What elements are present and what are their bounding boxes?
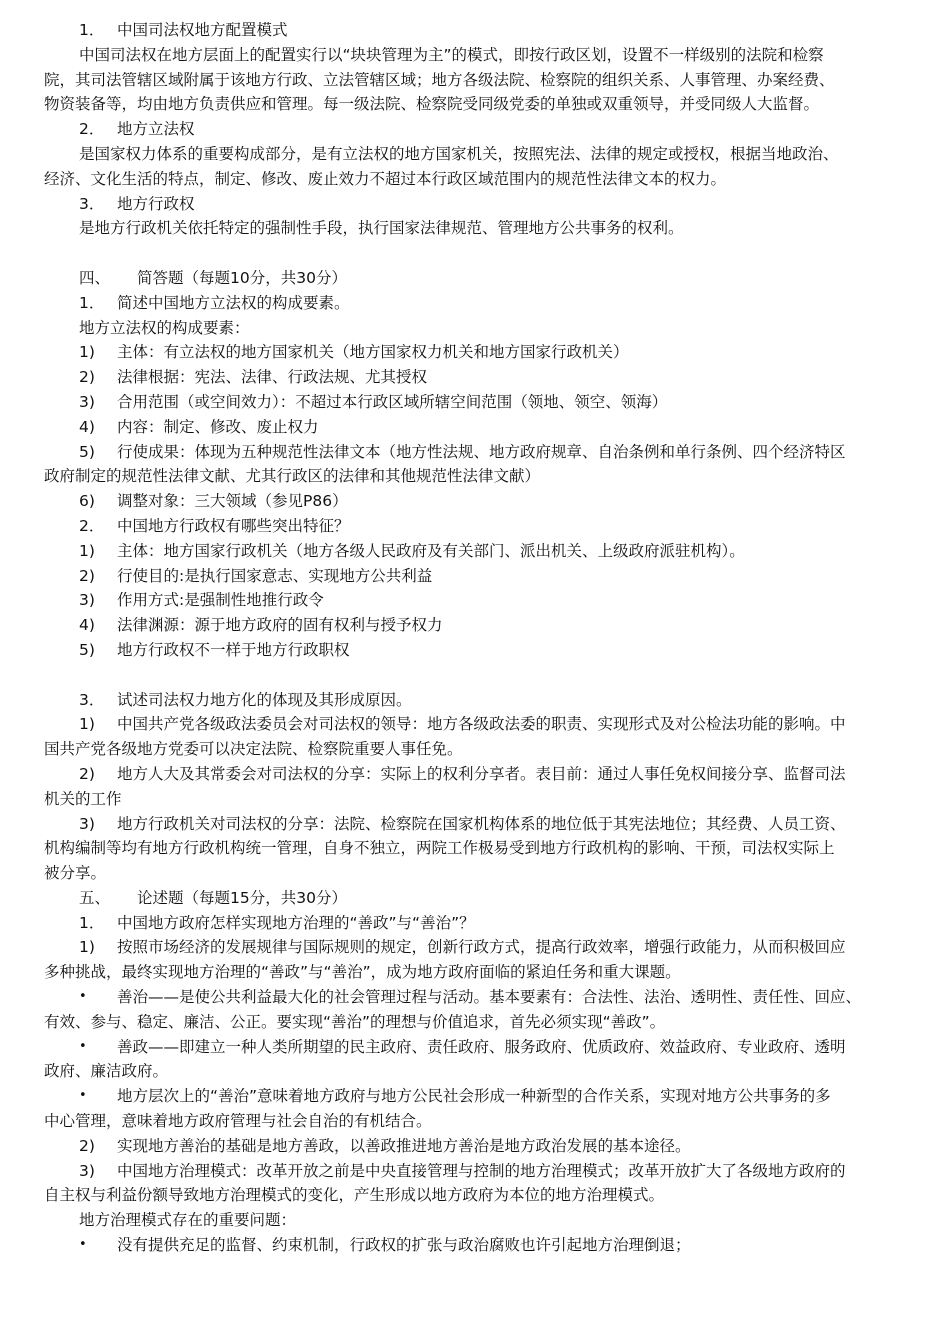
item-text: 地方行政权 [117, 194, 195, 213]
bullet-marker: • [79, 1088, 87, 1104]
numbered-item [44, 365, 910, 390]
numbered-item [44, 1159, 910, 1184]
numbered-item [44, 514, 910, 539]
numbered-item [44, 390, 910, 415]
item-text: 地方人大及其常委会对司法权的分享：实际上的权利分享者。表目前：通过人事任免权间接分享、监督司法 [117, 764, 846, 783]
item-text: 中国地方治理模式：改革开放之前是中央直接管理与控制的地方治理模式；改革开放扩大了各级地方政府的 [117, 1161, 846, 1180]
item-text: 按照市场经济的发展规律与国际规则的规定，创新行政方式，提高行政效率，增强行政能力，从而积极回应 [117, 938, 846, 957]
numbered-item [44, 415, 910, 440]
item-text: 善治——是使公共利益最大化的社会管理过程与活动。基本要素有：合法性、法治、透明性、责任性、回应、 [117, 988, 862, 1007]
item-marker: 2) [79, 1136, 95, 1155]
numbered-item [44, 762, 910, 787]
item-text: 调整对象：三大领域（参见P86） [117, 492, 348, 511]
numbered-item [44, 712, 910, 737]
continuation-line: 政府制定的规范性法律文献、尤其行政区的法律和其他规范性法律文献） [44, 467, 541, 486]
continuation-line: 政府、廉洁政府。 [44, 1062, 169, 1081]
item-text: 法律渊源：源于地方政府的固有权利与授予权力 [117, 616, 443, 635]
item-text: 地方层次上的“善治”意味着地方政府与地方公民社会形成一种新型的合作关系，实现对地方公共事务的多 [117, 1087, 831, 1106]
blank-line [44, 241, 910, 266]
item-marker: 1) [79, 938, 95, 957]
item-text: 行使目的:是执行国家意志、实现地方公共利益 [117, 566, 433, 585]
item-text: 简答题（每题10分，共30分） [137, 268, 347, 287]
item-marker: 4) [79, 417, 95, 436]
continuation-line: 经济、文化生活的特点，制定、修改、废止效力不超过本行政区域范围内的规范性法律文本的权力。 [44, 169, 727, 188]
continuation-line: 有效、参与、稳定、廉洁、公正。要实现“善治”的理想与价值追求，首先必须实现“善政”。 [44, 1012, 666, 1031]
item-marker: 1) [79, 715, 95, 734]
item-marker: 2) [79, 764, 95, 783]
numbered-item [44, 1134, 910, 1159]
continuation-line: 被分享。 [44, 864, 107, 883]
bullet-marker: • [79, 1237, 87, 1253]
item-marker: 1． [79, 293, 105, 312]
numbered-item [44, 18, 910, 43]
item-text: 法律根据：宪法、法律、行政法规、尤其授权 [117, 368, 428, 387]
item-text: 善政——即建立一种人类所期望的民主政府、责任政府、服务政府、优质政府、效益政府、专业政府、透明 [117, 1037, 846, 1056]
continuation-line: 自主权与利益份额导致地方治理模式的变化，产生形成以地方政府为本位的地方治理模式。 [44, 1186, 665, 1205]
item-marker: 1) [79, 343, 95, 362]
item-text: 地方立法权 [117, 120, 195, 139]
bullet-item [44, 1084, 910, 1109]
bullet-marker: • [79, 989, 87, 1005]
item-marker: 3． [79, 194, 105, 213]
item-marker: 2) [79, 368, 95, 387]
continuation-line: 机关的工作 [44, 789, 122, 808]
bullet-item [44, 1233, 910, 1258]
numbered-item [44, 935, 910, 960]
numbered-item [44, 489, 910, 514]
item-marker: 2． [79, 516, 105, 535]
item-text: 没有提供充足的监督、约束机制，行政权的扩张与政治腐败也许引起地方治理倒退； [117, 1236, 691, 1255]
continuation-line: 物资装备等，均由地方负责供应和管理。每一级法院、检察院受同级党委的单独或双重领导，并受同级人大监督。 [44, 95, 820, 114]
item-marker: 3) [79, 591, 95, 610]
numbered-item [44, 440, 910, 465]
item-text: 地方行政机关对司法权的分享：法院、检察院在国家机构体系的地位低于其宪法地位；其经费、人员工资、 [117, 814, 846, 833]
bullet-item [44, 985, 910, 1010]
item-marker: 3． [79, 690, 105, 709]
numbered-item [44, 266, 910, 291]
paragraph-line: 是地方行政机关依托特定的强制性手段，执行国家法律规范、管理地方公共事务的权利。 [79, 219, 684, 238]
item-marker: 3) [79, 1161, 95, 1180]
paragraph-line: 地方立法权的构成要素： [79, 318, 250, 337]
item-text: 主体：有立法权的地方国家机关（地方国家权力机关和地方国家行政机关） [117, 343, 629, 362]
item-text: 行使成果：体现为五种规范性法律文本（地方性法规、地方政府规章、自治条例和单行条例、四个经济特区 [117, 442, 846, 461]
item-marker: 3) [79, 392, 95, 411]
item-marker: 5) [79, 640, 95, 659]
item-marker: 1． [79, 913, 105, 932]
item-text: 中国共产党各级政法委员会对司法权的领导：地方各级政法委的职责、实现形式及对公检法功能的影响。中 [117, 715, 846, 734]
numbered-item [44, 564, 910, 589]
blank-line [44, 663, 910, 688]
item-text: 试述司法权力地方化的体现及其形成原因。 [117, 690, 412, 709]
paragraph-line: 地方治理模式存在的重要问题： [79, 1211, 297, 1230]
continuation-line: 中心管理，意味着地方政府管理与社会自治的有机结合。 [44, 1112, 432, 1131]
numbered-item [44, 638, 910, 663]
item-text: 内容：制定、修改、废止权力 [117, 417, 319, 436]
numbered-item [44, 117, 910, 142]
numbered-item [44, 588, 910, 613]
item-marker: 1． [79, 21, 105, 39]
item-marker: 4) [79, 616, 95, 635]
numbered-item [44, 688, 910, 713]
numbered-item [44, 539, 910, 564]
numbered-item [44, 340, 910, 365]
item-text: 地方行政权不一样于地方行政职权 [117, 640, 350, 659]
numbered-item [44, 886, 910, 911]
numbered-item [44, 613, 910, 638]
continuation-line: 多种挑战，最终实现地方治理的“善政”与“善治”，成为地方政府面临的紧迫任务和重大课题。 [44, 963, 681, 982]
item-text: 中国司法权地方配置模式 [117, 21, 288, 39]
numbered-item [44, 192, 910, 217]
item-marker: 3) [79, 814, 95, 833]
item-text: 实现地方善治的基础是地方善政，以善政推进地方善治是地方政治发展的基本途径。 [117, 1136, 691, 1155]
continuation-line: 院，其司法管辖区域附属于该地方行政、立法管辖区域；地方各级法院、检察院的组织关系、人事管理、办案经费、 [44, 70, 835, 89]
item-marker: 五、 [79, 888, 111, 907]
numbered-item [44, 812, 910, 837]
item-marker: 四、 [79, 268, 111, 287]
continuation-line: 机构编制等均有地方行政机构统一管理，自身不独立，两院工作极易受到地方行政机构的影响、干预，司法权实际上 [44, 839, 835, 858]
item-marker: 2) [79, 566, 95, 585]
item-text: 合用范围（或空间效力）：不超过本行政区域所辖空间范围（领地、领空、领海） [117, 392, 668, 411]
paragraph-line: 是国家权力体系的重要构成部分，是有立法权的地方国家机关，按照宪法、法律的规定或授权，根据当地政治、 [79, 144, 839, 163]
continuation-line: 国共产党各级地方党委可以决定法院、检察院重要人事任免。 [44, 740, 463, 759]
numbered-item [44, 911, 910, 936]
item-marker: 5) [79, 442, 95, 461]
item-text: 论述题（每题15分，共30分） [137, 888, 347, 907]
item-text: 简述中国地方立法权的构成要素。 [117, 293, 350, 312]
item-text: 作用方式:是强制性地推行政令 [117, 591, 324, 610]
numbered-item [44, 291, 910, 316]
item-marker: 1) [79, 541, 95, 560]
bullet-item [44, 1035, 910, 1060]
item-text: 主体：地方国家行政机关（地方各级人民政府及有关部门、派出机关、上级政府派驻机构）。 [117, 541, 745, 560]
bullet-marker: • [79, 1038, 87, 1054]
paragraph-line: 中国司法权在地方层面上的配置实行以“块块管理为主”的模式，即按行政区划，设置不一样级别的法院和检察 [79, 45, 824, 64]
item-text: 中国地方行政权有哪些突出特征？ [117, 516, 350, 535]
item-marker: 6) [79, 492, 95, 511]
item-marker: 2． [79, 120, 105, 139]
item-text: 中国地方政府怎样实现地方治理的“善政”与“善治”？ [117, 913, 475, 932]
